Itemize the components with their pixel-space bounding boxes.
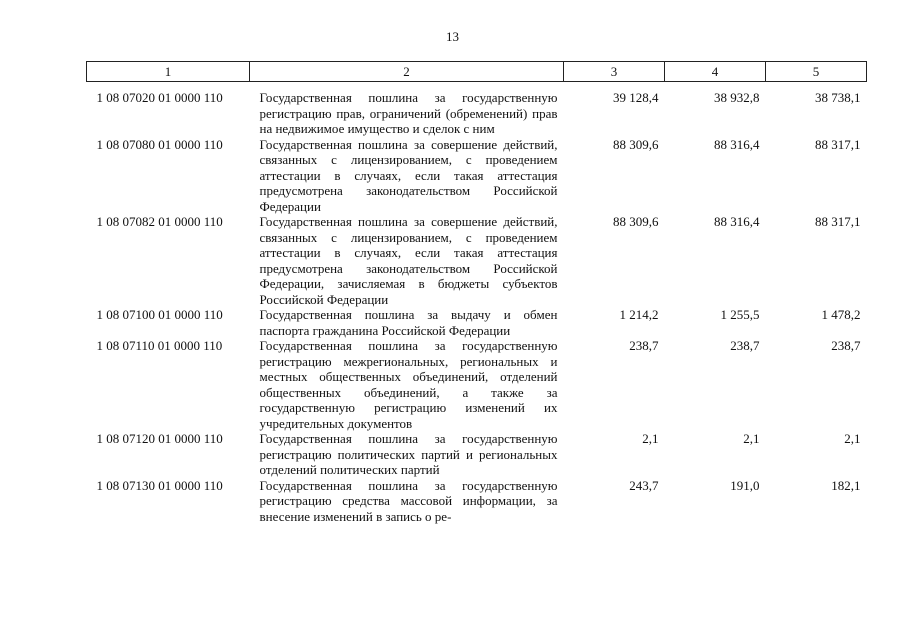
value-col-4: 88 316,4 xyxy=(714,214,760,229)
budget-code: 1 08 07080 01 0000 110 xyxy=(96,136,223,152)
page-number: 13 xyxy=(446,29,459,44)
value-col-4: 238,7 xyxy=(730,338,760,353)
table-row xyxy=(87,307,867,338)
column-header-4: 4 xyxy=(665,62,766,82)
value-col-5: 238,7 xyxy=(831,338,861,353)
column-header-5: 5 xyxy=(766,62,867,82)
budget-code: 1 08 07020 01 0000 110 xyxy=(96,90,223,105)
value-col-3: 1 214,2 xyxy=(619,307,659,322)
table-row xyxy=(87,214,867,307)
table-row xyxy=(87,478,867,525)
column-header-2: 2 xyxy=(250,62,564,82)
revenue-name: Государственная пошлина за государственную регистрацию межрегиональных, региональных и местных общественных объединений, отделений общественных объединений, а также за государственную регистрацию изменений их учредительных документов xyxy=(259,338,558,431)
budget-code: 1 08 07120 01 0000 110 xyxy=(96,431,223,446)
revenue-name: Государственная пошлина за государственную регистрацию политических партий и региональных отделений политических партий xyxy=(259,431,558,477)
value-col-3: 39 128,4 xyxy=(613,90,659,105)
column-header-3: 3 xyxy=(564,62,665,82)
value-col-5: 88 317,1 xyxy=(815,136,861,152)
table-row xyxy=(87,431,867,478)
value-col-3: 88 309,6 xyxy=(613,214,659,229)
revenue-table xyxy=(86,61,867,524)
value-col-3: 2,1 xyxy=(642,431,659,446)
revenue-name: Государственная пошлина за государственную регистрацию прав, ограничений (обременений) прав на недвижимое имущество и сделок с ним xyxy=(259,90,558,136)
table-row xyxy=(87,82,867,137)
value-col-5: 88 317,1 xyxy=(815,214,861,229)
value-col-4: 88 316,4 xyxy=(714,136,760,152)
revenue-name: Государственная пошлина за совершение действий, связанных с лицензированием, с проведением аттестации в случаях, если такая аттестация предусмотрена законодательством Российской Федерации xyxy=(259,136,558,214)
value-col-4: 38 932,8 xyxy=(714,90,760,105)
column-header-1: 1 xyxy=(87,62,250,82)
value-col-4: 1 255,5 xyxy=(720,307,760,322)
budget-code: 1 08 07082 01 0000 110 xyxy=(96,214,223,229)
revenue-name: Государственная пошлина за совершение действий, связанных с лицензированием, с проведением аттестации в случаях, если такая аттестация предусмотрена законодательством Российской Федерации, зачисляемая в бюджеты субъектов Российской Федерации xyxy=(259,214,558,307)
budget-code: 1 08 07110 01 0000 110 xyxy=(96,338,223,353)
revenue-name: Государственная пошлина за государственную регистрацию средства массовой информации, за внесение изменений в запись о ре- xyxy=(259,477,558,524)
budget-code: 1 08 07100 01 0000 110 xyxy=(96,307,223,322)
value-col-5: 38 738,1 xyxy=(815,90,861,105)
budget-code: 1 08 07130 01 0000 110 xyxy=(96,477,223,493)
value-col-5: 2,1 xyxy=(844,431,861,446)
revenue-name: Государственная пошлина за выдачу и обмен паспорта гражданина Российской Федерации xyxy=(259,307,558,338)
value-col-5: 182,1 xyxy=(831,477,861,493)
value-col-4: 191,0 xyxy=(730,477,760,493)
value-col-4: 2,1 xyxy=(743,431,760,446)
value-col-3: 243,7 xyxy=(629,477,659,493)
value-col-3: 88 309,6 xyxy=(613,136,659,152)
value-col-3: 238,7 xyxy=(629,338,659,353)
value-col-5: 1 478,2 xyxy=(821,307,861,322)
table-row xyxy=(87,338,867,431)
table-header-row xyxy=(87,62,867,82)
table-row xyxy=(87,137,867,215)
